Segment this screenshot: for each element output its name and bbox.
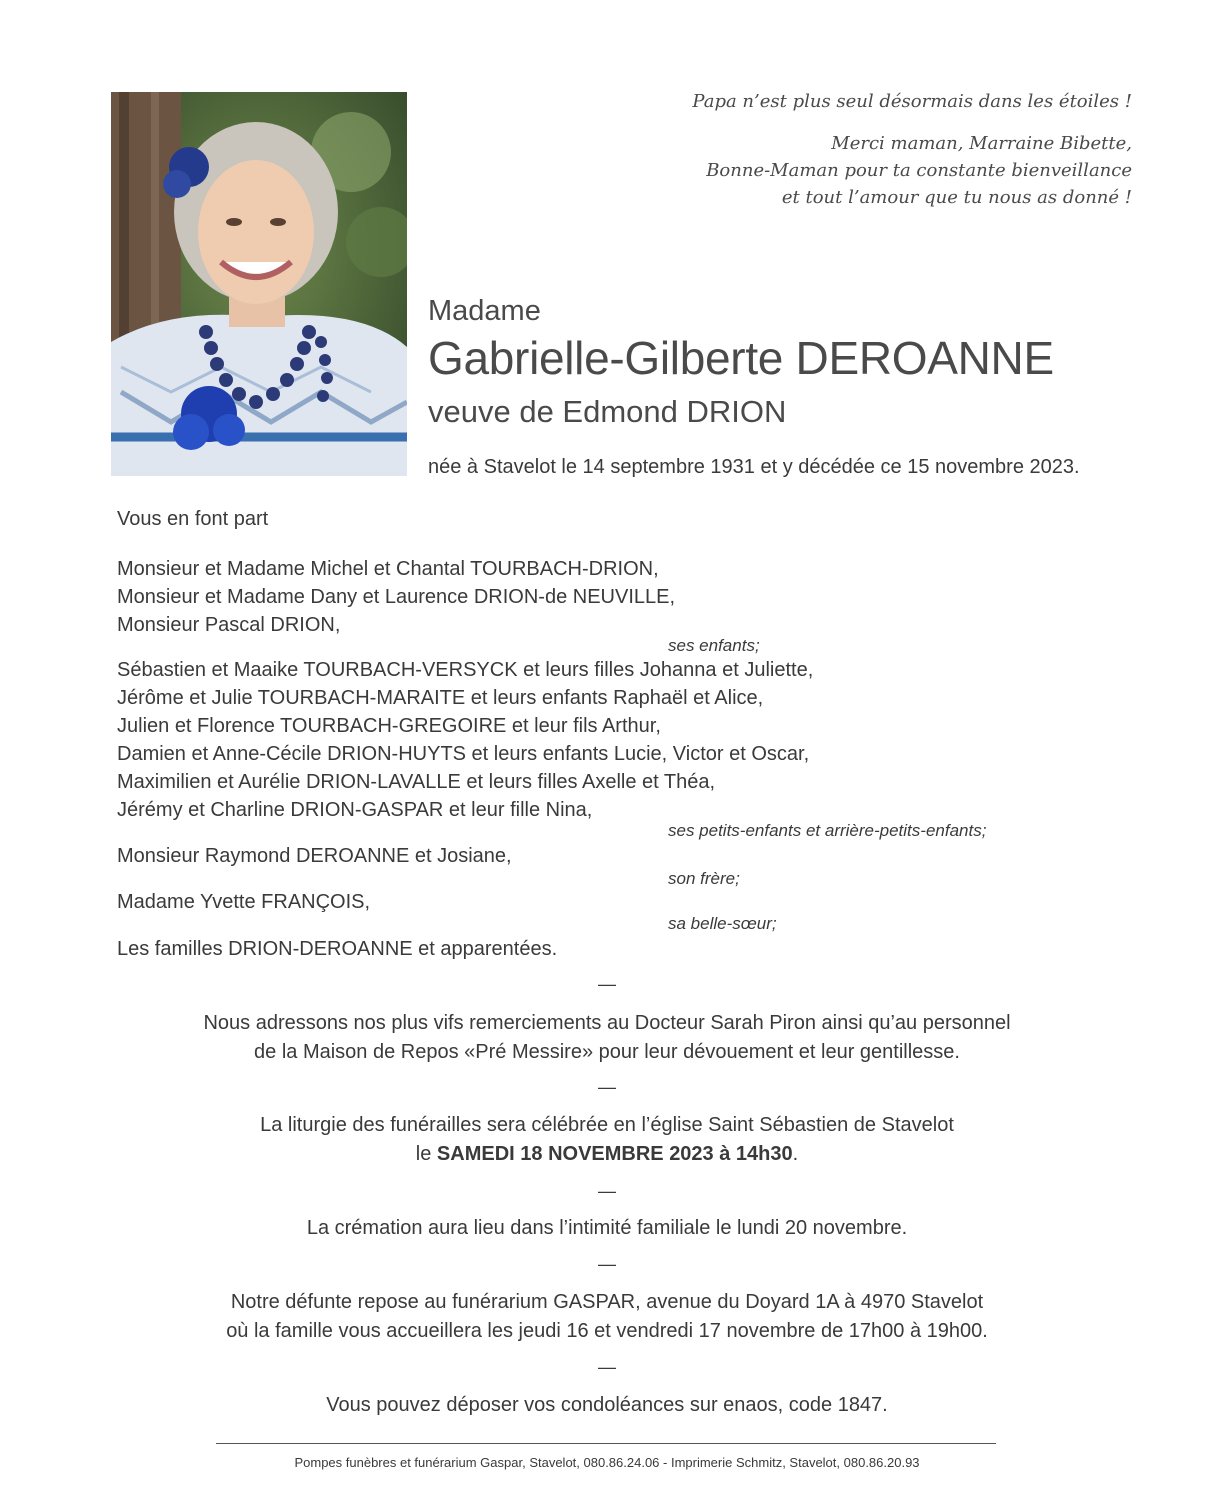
separator: — [598, 974, 616, 994]
thanks-line: de la Maison de Repos «Pré Messire» pour leur dévouement et leur gentillesse. [254, 1041, 960, 1063]
families-line: Les familles DRION-DEROANNE et apparentées. [117, 938, 558, 960]
footer-divider [216, 1443, 996, 1444]
quote-line: Bonne-Maman pour ta constante bienveillance [706, 160, 1132, 181]
child-line: Monsieur et Madame Dany et Laurence DRION-de NEUVILLE, [117, 586, 676, 608]
grandchild-line: Jérémy et Charline DRION-GASPAR et leur fille Nina, [117, 799, 593, 821]
funeral-date-line [0, 1143, 1214, 1166]
grandchild-line: Julien et Florence TOURBACH-GREGOIRE et leur fils Arthur, [117, 715, 661, 737]
child-line: Monsieur et Madame Michel et Chantal TOURBACH-DRION, [117, 558, 659, 580]
grandchild-line: Maximilien et Aurélie DRION-LAVALLE et leurs filles Axelle et Théa, [117, 771, 716, 793]
deceased-title: Madame [428, 295, 541, 327]
relation-label: sa belle-sœur; [668, 914, 777, 933]
grandchild-line: Jérôme et Julie TOURBACH-MARAITE et leurs enfants Raphaël et Alice, [117, 687, 764, 709]
separator: — [598, 1254, 616, 1274]
funerarium-line: où la famille vous accueillera les jeudi 16 et vendredi 17 novembre de 17h00 à 19h00. [226, 1320, 988, 1342]
condolences-line: Vous pouvez déposer vos condoléances sur enaos, code 1847. [326, 1394, 888, 1416]
grandchild-line: Damien et Anne-Cécile DRION-HUYTS et leurs enfants Lucie, Victor et Oscar, [117, 743, 810, 765]
quote-line: et tout l’amour que tu nous as donné ! [781, 187, 1132, 208]
separator: — [598, 1357, 616, 1377]
birth-death-line: née à Stavelot le 14 septembre 1931 et y décédée ce 15 novembre 2023. [428, 456, 1080, 478]
funerarium-line: Notre défunte repose au funérarium GASPAR, avenue du Doyard 1A à 4970 Stavelot [230, 1291, 984, 1313]
quote-block [612, 130, 1132, 211]
funeral-line: La liturgie des funérailles sera célébrée en l’église Saint Sébastien de Stavelot [260, 1114, 954, 1136]
quote-line: Papa n’est plus seul désormais dans les étoiles ! [692, 91, 1132, 112]
cremation-line: La crémation aura lieu dans l’intimité familiale le lundi 20 novembre. [306, 1217, 908, 1239]
relation-label: ses petits-enfants et arrière-petits-enfants; [668, 821, 987, 840]
child-line: Monsieur Pascal DRION, [117, 614, 341, 636]
funeral-date-time: SAMEDI 18 NOVEMBRE 2023 à 14h30 [436, 1143, 793, 1165]
thanks-line: Nous adressons nos plus vifs remerciements au Docteur Sarah Piron ainsi qu’au personnel [203, 1012, 1011, 1034]
footer-text: Pompes funèbres et funérarium Gaspar, Stavelot, 080.86.24.06 - Imprimerie Schmitz, Stavelot, 080.86.20.93 [294, 1455, 920, 1470]
separator: — [598, 1181, 616, 1201]
grandchild-line: Sébastien et Maaike TOURBACH-VERSYCK et leurs filles Johanna et Juliette, [117, 659, 814, 681]
funeral-prefix: le [415, 1143, 437, 1165]
widow-of: veuve de Edmond DRION [428, 394, 787, 429]
separator: — [598, 1077, 616, 1097]
deceased-name: Gabrielle-Gilberte DEROANNE [428, 332, 1054, 384]
funeral-suffix: . [792, 1143, 799, 1165]
portrait-photo [111, 92, 407, 476]
relation-label: ses enfants; [668, 636, 760, 655]
announcement-intro: Vous en font part [117, 508, 269, 530]
brother-line: Monsieur Raymond DEROANNE et Josiane, [117, 845, 512, 867]
sister-in-law-line: Madame Yvette FRANÇOIS, [117, 891, 371, 913]
relation-label: son frère; [668, 869, 740, 888]
quote-line: Merci maman, Marraine Bibette, [831, 133, 1132, 154]
